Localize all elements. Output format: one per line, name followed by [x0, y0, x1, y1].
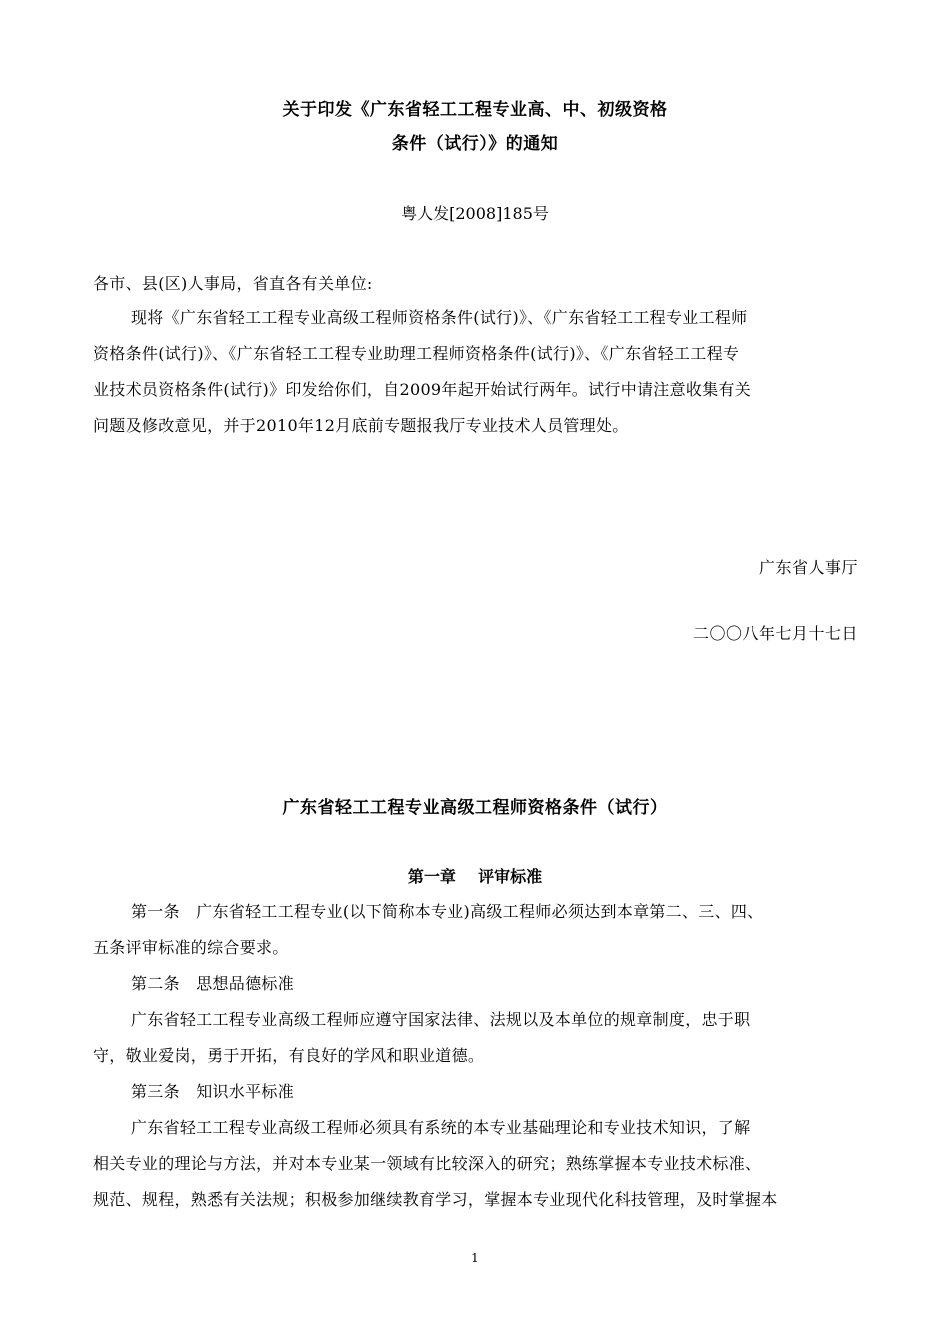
conditions-title: 广东省轻工工程专业高级工程师资格条件（试行） — [282, 798, 668, 818]
issuer-signature: 广东省人事厅 — [758, 558, 858, 577]
article-line: 第一条 广东省轻工工程专业(以下简称本专业)高级工程师必须达到本章第二、三、四、 — [131, 902, 764, 921]
chapter-heading: 第一章 评审标准 — [407, 867, 543, 886]
article-heading: 第二条 思想品德标准 — [131, 974, 295, 993]
notice-body-line: 资格条件(试行)》、《广东省轻工工程专业助理工程师资格条件(试行)》、《广东省轻工工程专 — [93, 344, 740, 363]
article-line: 五条评审标准的综合要求。 — [93, 938, 289, 957]
issue-date: 二〇〇八年七月十七日 — [692, 624, 858, 643]
notice-title-line-1: 关于印发《广东省轻工工程专业高、中、初级资格 — [282, 100, 668, 120]
page-number: 1 — [471, 1251, 479, 1265]
document-number: 粤人发[2008]185号 — [401, 204, 549, 223]
article-line: 广东省轻工工程专业高级工程师必须具有系统的本专业基础理论和专业技术知识，了解 — [131, 1118, 751, 1137]
article-line: 守，敬业爱岗，勇于开拓，有良好的学风和职业道德。 — [93, 1046, 485, 1065]
notice-body-line: 现将《广东省轻工工程专业高级工程师资格条件(试行)》、《广东省轻工工程专业工程师 — [131, 308, 748, 327]
salutation: 各市、县(区)人事局，省直各有关单位: — [93, 274, 373, 293]
article-line: 广东省轻工工程专业高级工程师应遵守国家法律、法规以及本单位的规章制度，忠于职 — [131, 1010, 751, 1029]
notice-body-line: 问题及修改意见，并于2010年12月底前专题报我厅专业技术人员管理处。 — [93, 416, 629, 435]
article-heading: 第三条 知识水平标准 — [131, 1082, 295, 1101]
notice-body-line: 业技术员资格条件(试行)》印发给你们，自2009年起开始试行两年。试行中请注意收集有关 — [93, 380, 752, 399]
notice-title-line-2: 条件（试行）》的通知 — [391, 134, 559, 154]
article-line: 规范、规程，熟悉有关法规；积极参加继续教育学习，掌握本专业现代化科技管理，及时掌握本 — [93, 1190, 778, 1209]
article-line: 相关专业的理论与方法，并对本专业某一领域有比较深入的研究；熟练掌握本专业技术标准、 — [93, 1154, 762, 1173]
